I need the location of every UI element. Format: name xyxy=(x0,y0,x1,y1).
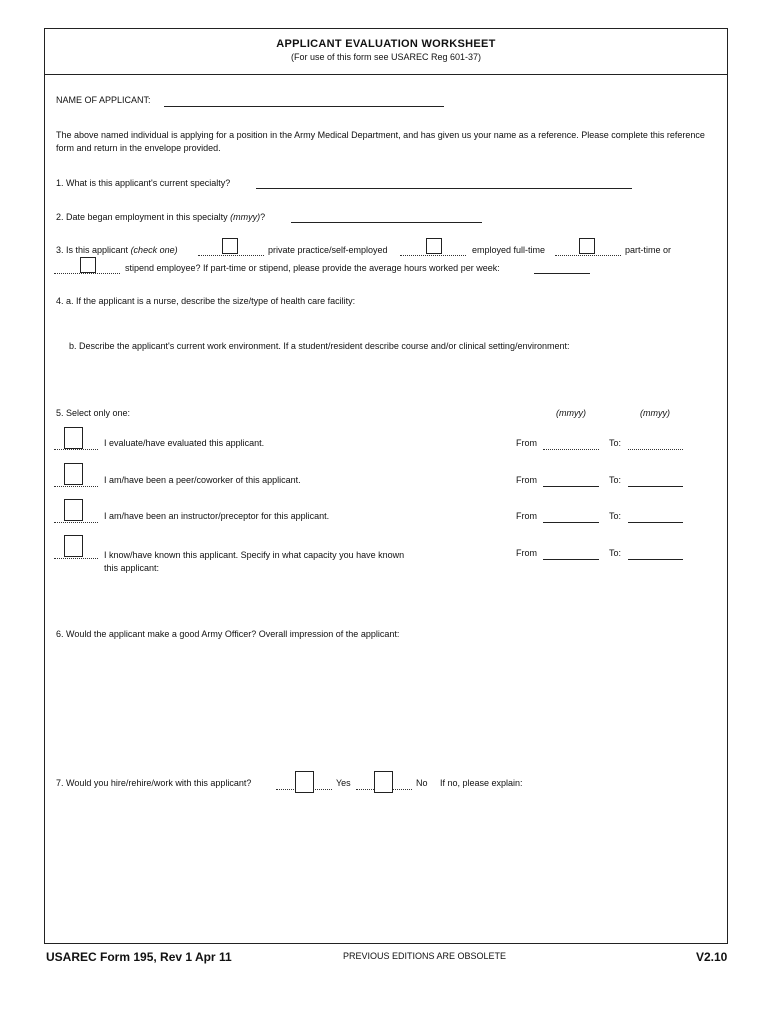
applicant-name-field[interactable] xyxy=(164,106,444,107)
from-label: From xyxy=(516,475,537,485)
fulltime-label: employed full-time xyxy=(472,245,546,255)
instructor-checkbox[interactable] xyxy=(64,499,83,521)
known-to-field[interactable] xyxy=(628,559,683,560)
peer-to-field[interactable] xyxy=(628,486,683,487)
option-evaluated-label: I evaluate/have evaluated this applicant. xyxy=(104,438,265,448)
specialty-field[interactable] xyxy=(256,188,632,189)
instructor-to-field[interactable] xyxy=(628,522,683,523)
q4a-label: 4. a. If the applicant is a nurse, describe the size/type of health care facility: xyxy=(56,296,356,306)
evaluated-checkbox[interactable] xyxy=(64,427,83,449)
parttime-label: part-time or xyxy=(625,245,672,255)
evaluated-from-field[interactable] xyxy=(543,449,599,450)
q5-label: 5. Select only one: xyxy=(56,408,131,418)
q7-label: 7. Would you hire/rehire/work with this applicant? xyxy=(56,778,252,788)
to-label: To: xyxy=(609,438,622,448)
form-id: USAREC Form 195, Rev 1 Apr 11 xyxy=(46,950,232,964)
intro-paragraph: The above named individual is applying for a position in the Army Medical Department, and has given us your name as a reference. Please complete this reference form and return in the envelope provided. xyxy=(56,130,705,153)
employment-date-field[interactable] xyxy=(291,222,482,223)
q1-label: 1. What is this applicant's current specialty? xyxy=(56,178,231,188)
instructor-from-field[interactable] xyxy=(543,522,599,523)
option-line xyxy=(54,486,98,487)
private-practice-line xyxy=(198,255,264,256)
option-instructor-label: I am/have been an instructor/preceptor for this applicant. xyxy=(104,511,330,521)
option-line xyxy=(54,558,98,559)
q4b-label: b. Describe the applicant's current work environment. If a student/resident describe course and/or clinical setting/environment: xyxy=(69,341,570,351)
from-label: From xyxy=(516,438,537,448)
from-date-format-hint: (mmyy) xyxy=(556,408,586,418)
stipend-line xyxy=(54,273,120,274)
applicant-name-label: NAME OF APPLICANT: xyxy=(56,95,151,105)
to-label: To: xyxy=(609,475,622,485)
evaluated-to-field[interactable] xyxy=(628,449,683,450)
stipend-label: stipend employee? If part-time or stipend, please provide the average hours worked per week: xyxy=(125,263,500,273)
option-known-label-line2: this applicant: xyxy=(104,563,160,573)
no-checkbox[interactable] xyxy=(374,771,393,793)
fulltime-line xyxy=(400,255,466,256)
private-practice-label: private practice/self-employed xyxy=(268,245,388,255)
option-line xyxy=(54,522,98,523)
peer-from-field[interactable] xyxy=(543,486,599,487)
option-line xyxy=(54,449,98,450)
known-checkbox[interactable] xyxy=(64,535,83,557)
form-title: APPLICANT EVALUATION WORKSHEET xyxy=(276,38,496,50)
parttime-line xyxy=(555,255,621,256)
option-known-label: I know/have known this applicant. Specify in what capacity you have known xyxy=(104,550,405,560)
option-peer-label: I am/have been a peer/coworker of this applicant. xyxy=(104,475,301,485)
parttime-checkbox[interactable] xyxy=(579,238,595,254)
stipend-checkbox[interactable] xyxy=(80,257,96,273)
to-date-format-hint: (mmyy) xyxy=(640,408,670,418)
header-divider xyxy=(44,74,728,75)
q3-hint: (check one) xyxy=(130,245,178,255)
no-label: No xyxy=(416,778,428,788)
q6-label: 6. Would the applicant make a good Army Officer? Overall impression of the applicant: xyxy=(56,629,400,639)
yes-checkbox[interactable] xyxy=(295,771,314,793)
known-from-field[interactable] xyxy=(543,559,599,560)
yes-label: Yes xyxy=(336,778,351,788)
q2-label: 2. Date began employment in this specialty (mmyy)? xyxy=(56,212,266,222)
to-label: To: xyxy=(609,548,622,558)
private-practice-checkbox[interactable] xyxy=(222,238,238,254)
form-subtitle: (For use of this form see USAREC Reg 601-37) xyxy=(290,52,482,62)
to-label: To: xyxy=(609,511,622,521)
q2-hint: (mmyy) xyxy=(230,212,261,222)
q3-label: 3. Is this applicant (check one) xyxy=(56,245,178,255)
form-version: V2.10 xyxy=(696,950,728,964)
from-label: From xyxy=(516,511,537,521)
fulltime-checkbox[interactable] xyxy=(426,238,442,254)
avg-hours-field[interactable] xyxy=(534,273,590,274)
peer-checkbox[interactable] xyxy=(64,463,83,485)
obsolete-notice: PREVIOUS EDITIONS ARE OBSOLETE xyxy=(343,951,507,961)
form-border xyxy=(44,28,728,944)
from-label: From xyxy=(516,548,537,558)
explain-label: If no, please explain: xyxy=(440,778,523,788)
